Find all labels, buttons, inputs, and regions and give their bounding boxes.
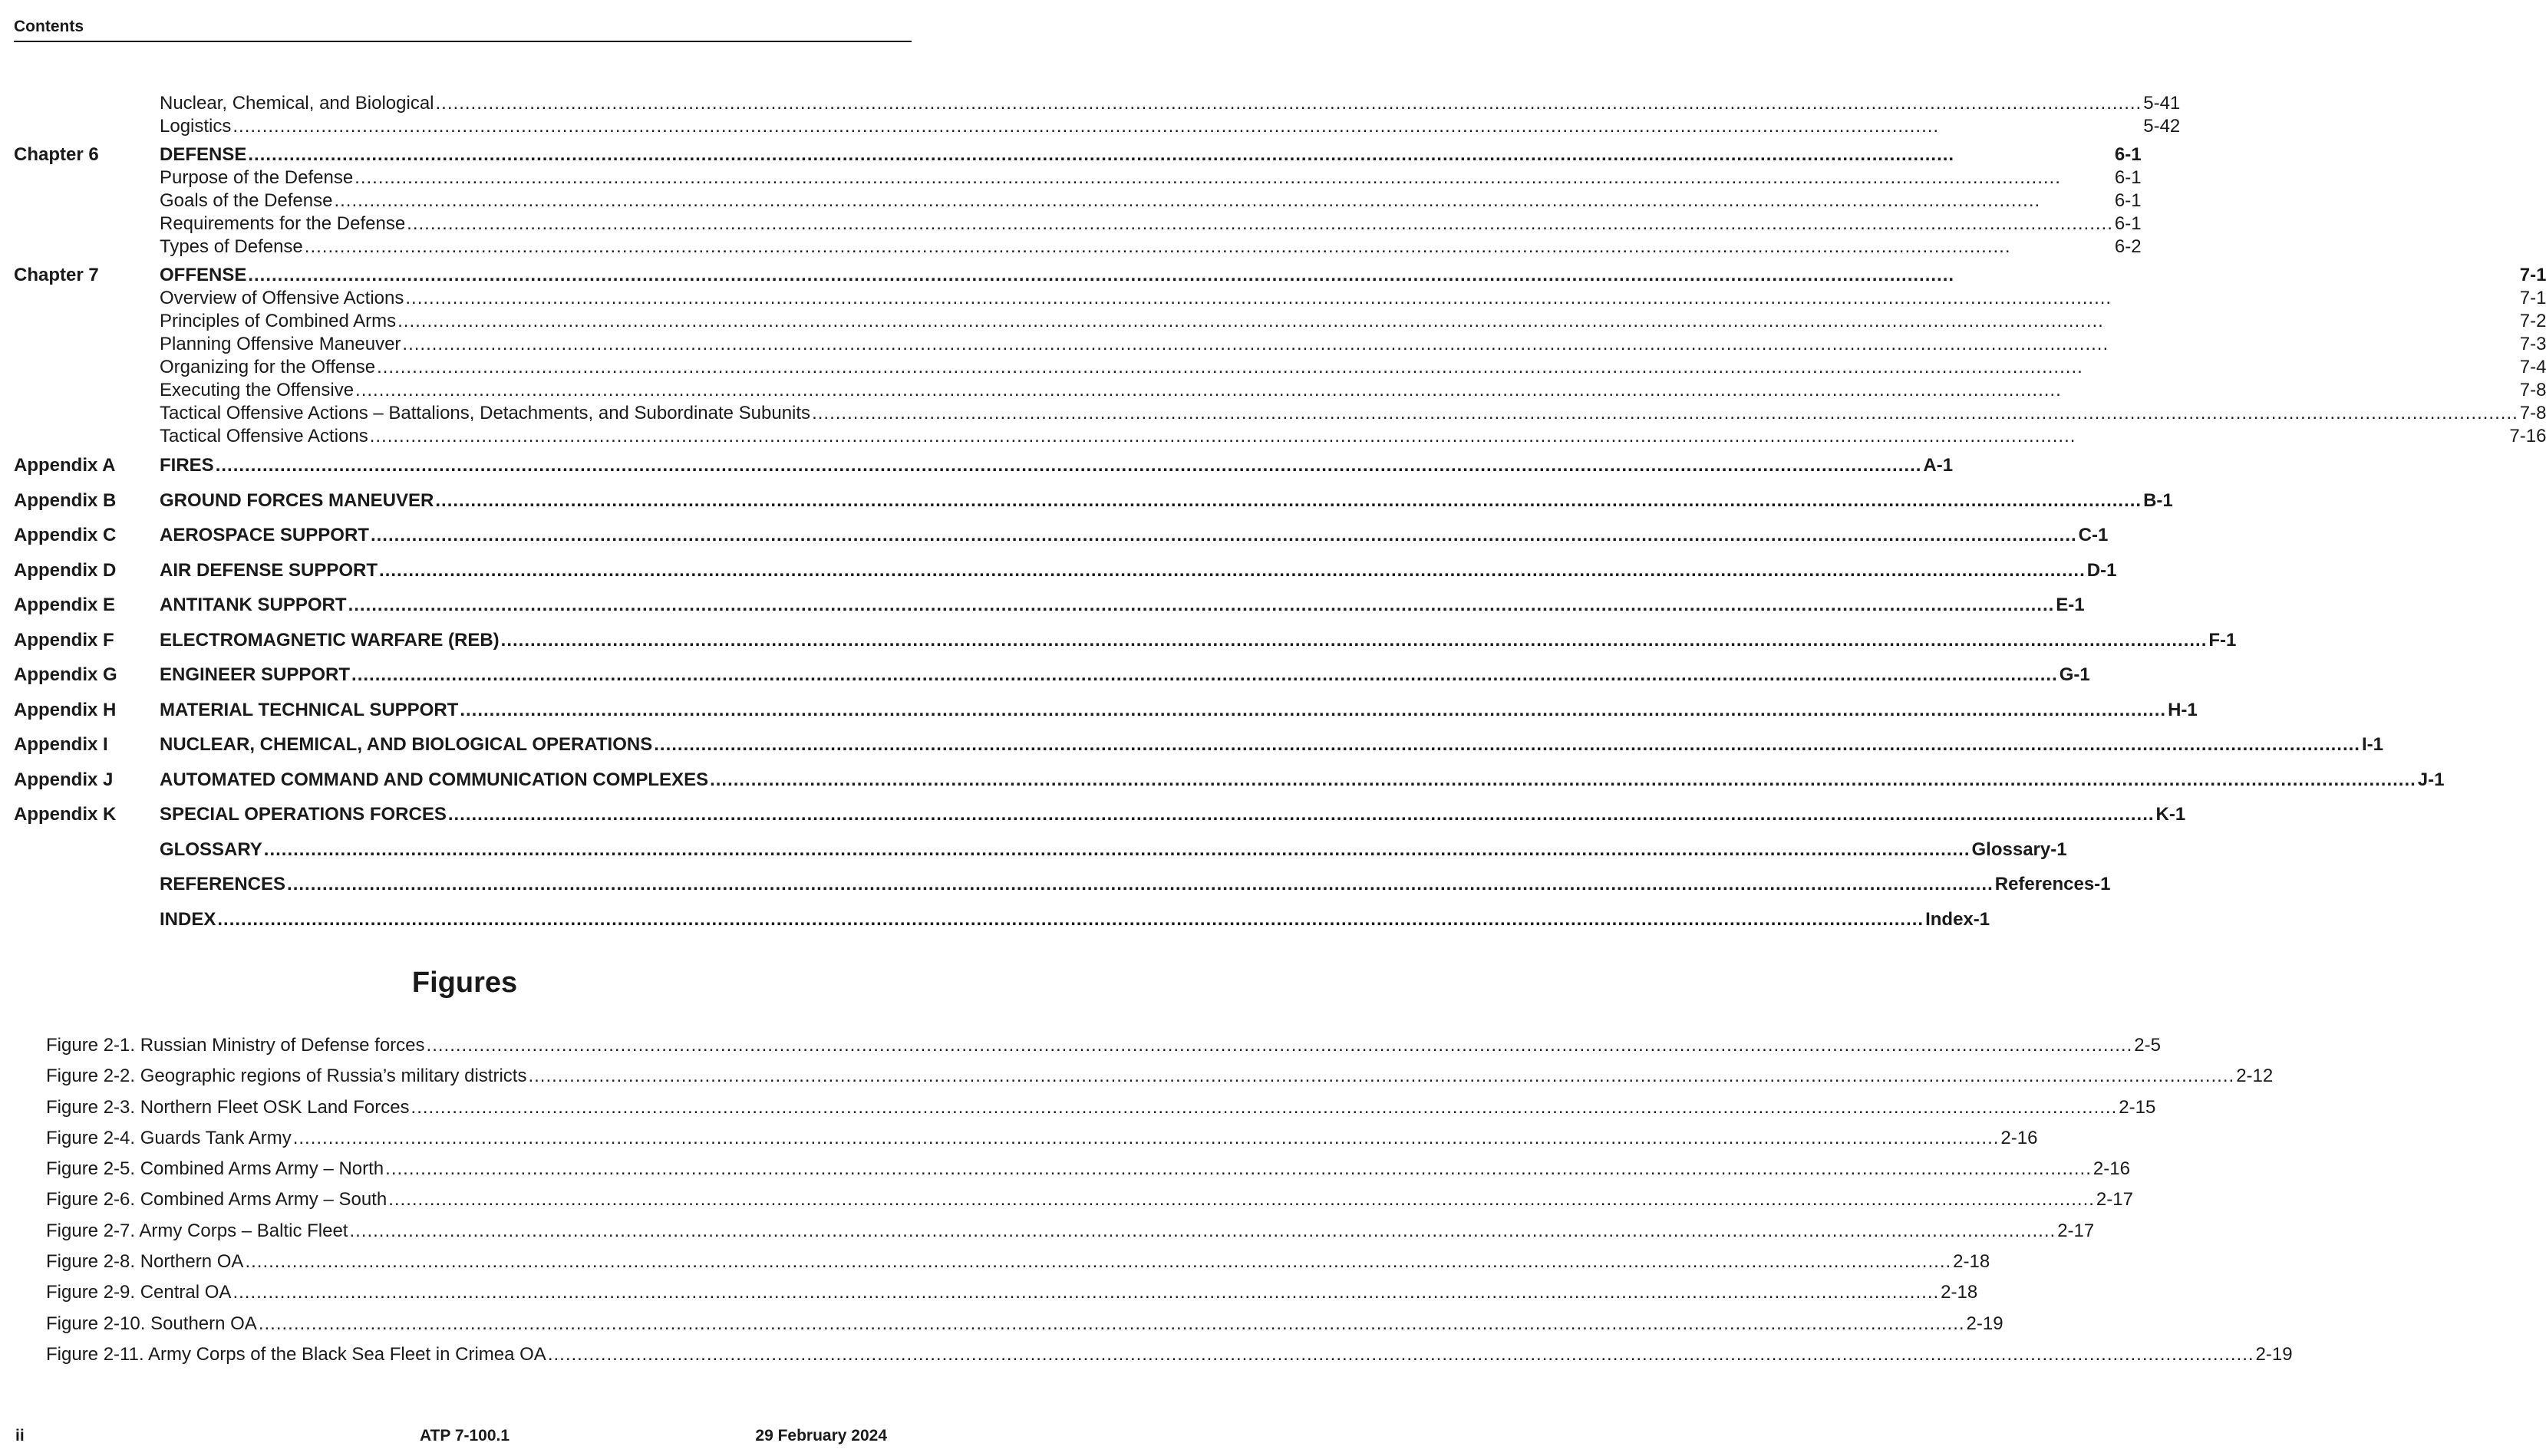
appendix-entry[interactable]	[14, 727, 2383, 763]
toc-entry[interactable]	[160, 115, 2180, 138]
figure-entry-page: 2-17	[2096, 1189, 2133, 1211]
figures-heading: Figures	[411, 967, 518, 999]
appendix-label: Appendix E	[14, 595, 116, 615]
dot-leader	[378, 553, 2086, 588]
appendix-entry[interactable]	[14, 588, 2085, 623]
figure-entry-page: 2-19	[2255, 1343, 2293, 1365]
toc-entry-text: GROUND FORCES MANEUVER	[160, 489, 434, 511]
figure-entry[interactable]	[46, 1247, 1990, 1277]
figure-entry[interactable]	[46, 1061, 2274, 1092]
toc-entry-page: References-1	[1994, 874, 2111, 894]
toc-entry-text: Tactical Offensive Actions – Battalions, Detachments, and Subordinate Subunits	[160, 403, 811, 423]
appendix-label: Appendix D	[14, 559, 117, 581]
toc-entry-text: Planning Offensive Maneuver	[160, 334, 401, 354]
toc-entry-page: D-1	[2086, 559, 2117, 581]
toc-entry[interactable]	[160, 212, 2142, 236]
toc-entry-page: 5-42	[2143, 116, 2181, 137]
toc-entry-text: Requirements for the Defense	[160, 213, 406, 234]
appendix-entry[interactable]	[14, 553, 2117, 588]
chapter-block	[14, 143, 2142, 259]
toc-entry-text: FIRES	[160, 455, 214, 476]
page-header-title: Contents	[14, 18, 84, 35]
toc-entry-page: Index-1	[1925, 908, 1990, 930]
footer-date: 29 February 2024	[755, 1427, 887, 1444]
dot-leader	[404, 287, 2518, 310]
toc-entry[interactable]	[160, 166, 2142, 189]
toc-entry-page: 7-1	[2519, 288, 2546, 308]
toc-entry-text: ANTITANK SUPPORT	[160, 595, 347, 615]
toc-entry-page: 6-2	[2114, 236, 2142, 257]
toc-entry[interactable]	[160, 189, 2142, 212]
toc-entry-text: Tactical Offensive Actions	[160, 426, 368, 446]
toc-entry-page: 7-8	[2519, 380, 2546, 400]
dot-leader	[447, 797, 2155, 832]
appendix-label: Appendix G	[14, 664, 117, 685]
toc-entry-page: 7-16	[2509, 426, 2546, 446]
dot-leader	[810, 402, 2518, 425]
dot-leader	[347, 588, 2055, 623]
appendix-entry[interactable]	[14, 657, 2090, 693]
appendix-entry[interactable]	[14, 693, 2198, 728]
toc-entry-text: Principles of Combined Arms	[160, 311, 397, 331]
dot-leader	[434, 483, 2142, 519]
toc-entry[interactable]	[160, 310, 2546, 333]
appendix-entry[interactable]	[14, 623, 2237, 658]
dot-leader	[500, 623, 2208, 658]
toc-entry[interactable]	[160, 333, 2546, 356]
appendix-entry[interactable]	[14, 448, 1954, 483]
toc-entry-page: 6-1	[2114, 167, 2142, 188]
dot-leader	[243, 1247, 1951, 1277]
chapter-title-entry[interactable]	[160, 143, 2142, 166]
dot-leader	[425, 1030, 2133, 1061]
appendix-label: Appendix A	[14, 455, 116, 476]
toc-entry-page: G-1	[2059, 664, 2090, 685]
dot-leader	[350, 657, 2058, 693]
table-of-contents	[14, 92, 2546, 937]
toc-entry[interactable]	[160, 425, 2546, 448]
dot-leader	[353, 166, 2113, 189]
figure-entry[interactable]	[46, 1092, 2156, 1123]
appendix-label: Appendix C	[14, 525, 117, 545]
dot-leader	[369, 518, 2077, 553]
toc-entry-page: I-1	[2361, 734, 2383, 755]
dot-leader	[354, 379, 2518, 402]
toc-entry-text: NUCLEAR, CHEMICAL, AND BIOLOGICAL OPERATIONS	[160, 734, 653, 755]
figure-entry-page: 2-15	[2119, 1096, 2156, 1118]
appendix-entry[interactable]	[14, 483, 2173, 519]
dot-leader	[292, 1123, 2000, 1154]
dot-leader	[246, 143, 2113, 166]
toc-entry-text: INDEX	[160, 908, 216, 930]
figure-entry-text: Figure 2-1. Russian Ministry of Defense forces	[46, 1035, 425, 1056]
dot-leader	[303, 236, 2113, 259]
appendix-entry[interactable]	[14, 518, 2109, 553]
figure-entry-text: Figure 2-3. Northern Fleet OSK Land Forces	[46, 1096, 410, 1118]
figure-entry-text: Figure 2-6. Combined Arms Army – South	[46, 1189, 388, 1211]
dot-leader	[257, 1309, 1965, 1339]
dot-leader	[410, 1092, 2118, 1123]
dot-leader	[458, 693, 2166, 728]
figure-entry-text: Figure 2-9. Central OA	[46, 1282, 232, 1303]
appendix-entry[interactable]	[14, 797, 2186, 832]
dot-leader	[526, 1061, 2234, 1092]
toc-entry-text: AUTOMATED COMMAND AND COMMUNICATION COMPLEXES	[160, 769, 709, 790]
toc-entry-page: 6-1	[2114, 144, 2142, 165]
toc-entry-page: K-1	[2155, 804, 2186, 825]
dot-leader	[434, 92, 2142, 115]
dot-leader	[216, 902, 1924, 937]
toc-entry[interactable]	[160, 236, 2142, 259]
toc-entry-text: ENGINEER SUPPORT	[160, 664, 351, 685]
toc-entry-text: OFFENSE	[160, 265, 247, 285]
toc-entry-text: Logistics	[160, 116, 232, 137]
toc-entry-text: AEROSPACE SUPPORT	[160, 525, 369, 545]
toc-entry-page: Glossary-1	[1971, 838, 2067, 860]
dot-leader	[214, 448, 1922, 483]
toc-entry-page: 6-1	[2114, 213, 2142, 234]
toc-entry-page: 7-2	[2519, 311, 2546, 331]
toc-entry-page: 7-1	[2519, 265, 2546, 285]
figure-entry-text: Figure 2-11. Army Corps of the Black Sea Fleet in Crimea OA	[46, 1343, 546, 1365]
toc-entry-page: 6-1	[2114, 190, 2142, 211]
appendix-label: Appendix K	[14, 804, 117, 825]
toc-entry-page: C-1	[2078, 525, 2109, 545]
chapter-title-entry[interactable]	[160, 264, 2546, 287]
toc-entry-text: Executing the Offensive	[160, 380, 355, 400]
appendix-label: Appendix F	[14, 629, 114, 651]
figure-entry-text: Figure 2-10. Southern OA	[46, 1313, 257, 1334]
dot-leader	[387, 1184, 2095, 1215]
figure-entry-page: 2-16	[2093, 1158, 2130, 1180]
appendix-label: Appendix I	[14, 734, 108, 755]
toc-entry[interactable]	[160, 402, 2546, 425]
header-rule	[14, 41, 912, 42]
dot-leader	[332, 189, 2112, 212]
dot-leader	[652, 727, 2360, 763]
toc-entry-page: B-1	[2143, 489, 2173, 511]
toc-entry-text: REFERENCES	[160, 874, 286, 894]
dot-leader	[396, 310, 2518, 333]
figure-entry-page: 2-17	[2057, 1220, 2095, 1241]
figure-entry-page: 2-12	[2236, 1066, 2274, 1087]
toc-entry-text: SPECIAL OPERATIONS FORCES	[160, 804, 447, 825]
footer-publication: ATP 7-100.1	[419, 1427, 510, 1444]
figure-entry-text: Figure 2-7. Army Corps – Baltic Fleet	[46, 1220, 348, 1241]
figure-entry-page: 2-16	[2000, 1127, 2038, 1148]
appendix-label: Appendix B	[14, 489, 117, 511]
toc-entry-text: ELECTROMAGNETIC WARFARE (REB)	[160, 629, 500, 651]
figure-entry-text: Figure 2-4. Guards Tank Army	[46, 1127, 292, 1148]
toc-entry-text: AIR DEFENSE SUPPORT	[160, 559, 378, 581]
toc-entry-text: Organizing for the Offense	[160, 357, 376, 377]
dot-leader	[231, 1277, 1939, 1308]
figure-entry[interactable]	[46, 1154, 2130, 1184]
appendix-entry[interactable]	[14, 763, 2445, 798]
dot-leader	[348, 1216, 2056, 1247]
figure-entry[interactable]	[46, 1030, 2161, 1061]
figure-entry[interactable]	[46, 1123, 2038, 1154]
appendix-label: Appendix H	[14, 699, 117, 720]
toc-entry-text: Goals of the Defense	[160, 190, 333, 211]
figure-entry-text: Figure 2-2. Geographic regions of Russia’s military districts	[46, 1066, 527, 1087]
appendix-list	[14, 448, 2445, 937]
chapter-label: Chapter 7	[14, 265, 99, 285]
figure-entry[interactable]	[46, 1216, 2095, 1247]
figure-entry-page: 2-5	[2134, 1035, 2161, 1056]
index-entry[interactable]	[14, 902, 1990, 937]
toc-entry[interactable]	[160, 287, 2546, 310]
dot-leader	[384, 1154, 2092, 1184]
references-entry[interactable]	[14, 867, 2111, 902]
toc-entry-text: Types of Defense	[160, 236, 303, 257]
figure-entry-page: 2-19	[1966, 1313, 2003, 1334]
figure-entry[interactable]	[46, 1184, 2133, 1215]
dot-leader	[262, 832, 1971, 868]
glossary-entry[interactable]	[14, 832, 2067, 868]
toc-entry-text: DEFENSE	[160, 144, 247, 165]
toc-entry-text: MATERIAL TECHNICAL SUPPORT	[160, 699, 459, 720]
toc-entry-text: Nuclear, Chemical, and Biological	[160, 93, 434, 114]
dot-leader	[708, 763, 2416, 798]
toc-entry-text: Overview of Offensive Actions	[160, 288, 404, 308]
dot-leader	[405, 212, 2113, 236]
toc-entry-page: 7-8	[2519, 403, 2546, 423]
toc-entry-text: Purpose of the Defense	[160, 167, 354, 188]
figure-entry[interactable]	[46, 1309, 2003, 1339]
toc-entry-page: H-1	[2168, 699, 2198, 720]
toc-pre-block	[14, 92, 2181, 138]
toc-entry-page: 7-4	[2519, 357, 2546, 377]
dot-leader	[231, 115, 2142, 138]
figure-entry-page: 2-18	[1941, 1282, 1978, 1303]
toc-entry-page: 5-41	[2143, 93, 2181, 114]
toc-entry[interactable]	[160, 92, 2180, 115]
dot-leader	[401, 333, 2518, 356]
figure-entry[interactable]	[46, 1277, 1978, 1308]
appendix-label: Appendix J	[14, 769, 114, 790]
toc-entry[interactable]	[160, 379, 2546, 402]
chapter-label: Chapter 6	[14, 144, 99, 165]
dot-leader	[285, 867, 1994, 902]
toc-entry-page: E-1	[2056, 595, 2085, 615]
figures-list	[46, 1030, 2293, 1370]
figure-entry-page: 2-18	[1953, 1251, 1990, 1273]
toc-entry[interactable]	[160, 356, 2546, 379]
toc-entry-page: A-1	[1923, 455, 1954, 476]
chapter-block	[14, 264, 2546, 448]
toc-entry-page: J-1	[2417, 769, 2445, 790]
figure-entry-text: Figure 2-8. Northern OA	[46, 1251, 244, 1273]
figure-entry-text: Figure 2-5. Combined Arms Army – North	[46, 1158, 384, 1180]
dot-leader	[546, 1339, 2254, 1370]
toc-entry-text: GLOSSARY	[160, 838, 262, 860]
figure-entry[interactable]	[46, 1339, 2293, 1370]
dot-leader	[375, 356, 2518, 379]
toc-entry-page: 7-3	[2519, 334, 2546, 354]
dot-leader	[246, 264, 2518, 287]
footer-page-number: ii	[15, 1427, 25, 1444]
toc-entry-page: F-1	[2208, 629, 2237, 651]
dot-leader	[368, 425, 2508, 448]
